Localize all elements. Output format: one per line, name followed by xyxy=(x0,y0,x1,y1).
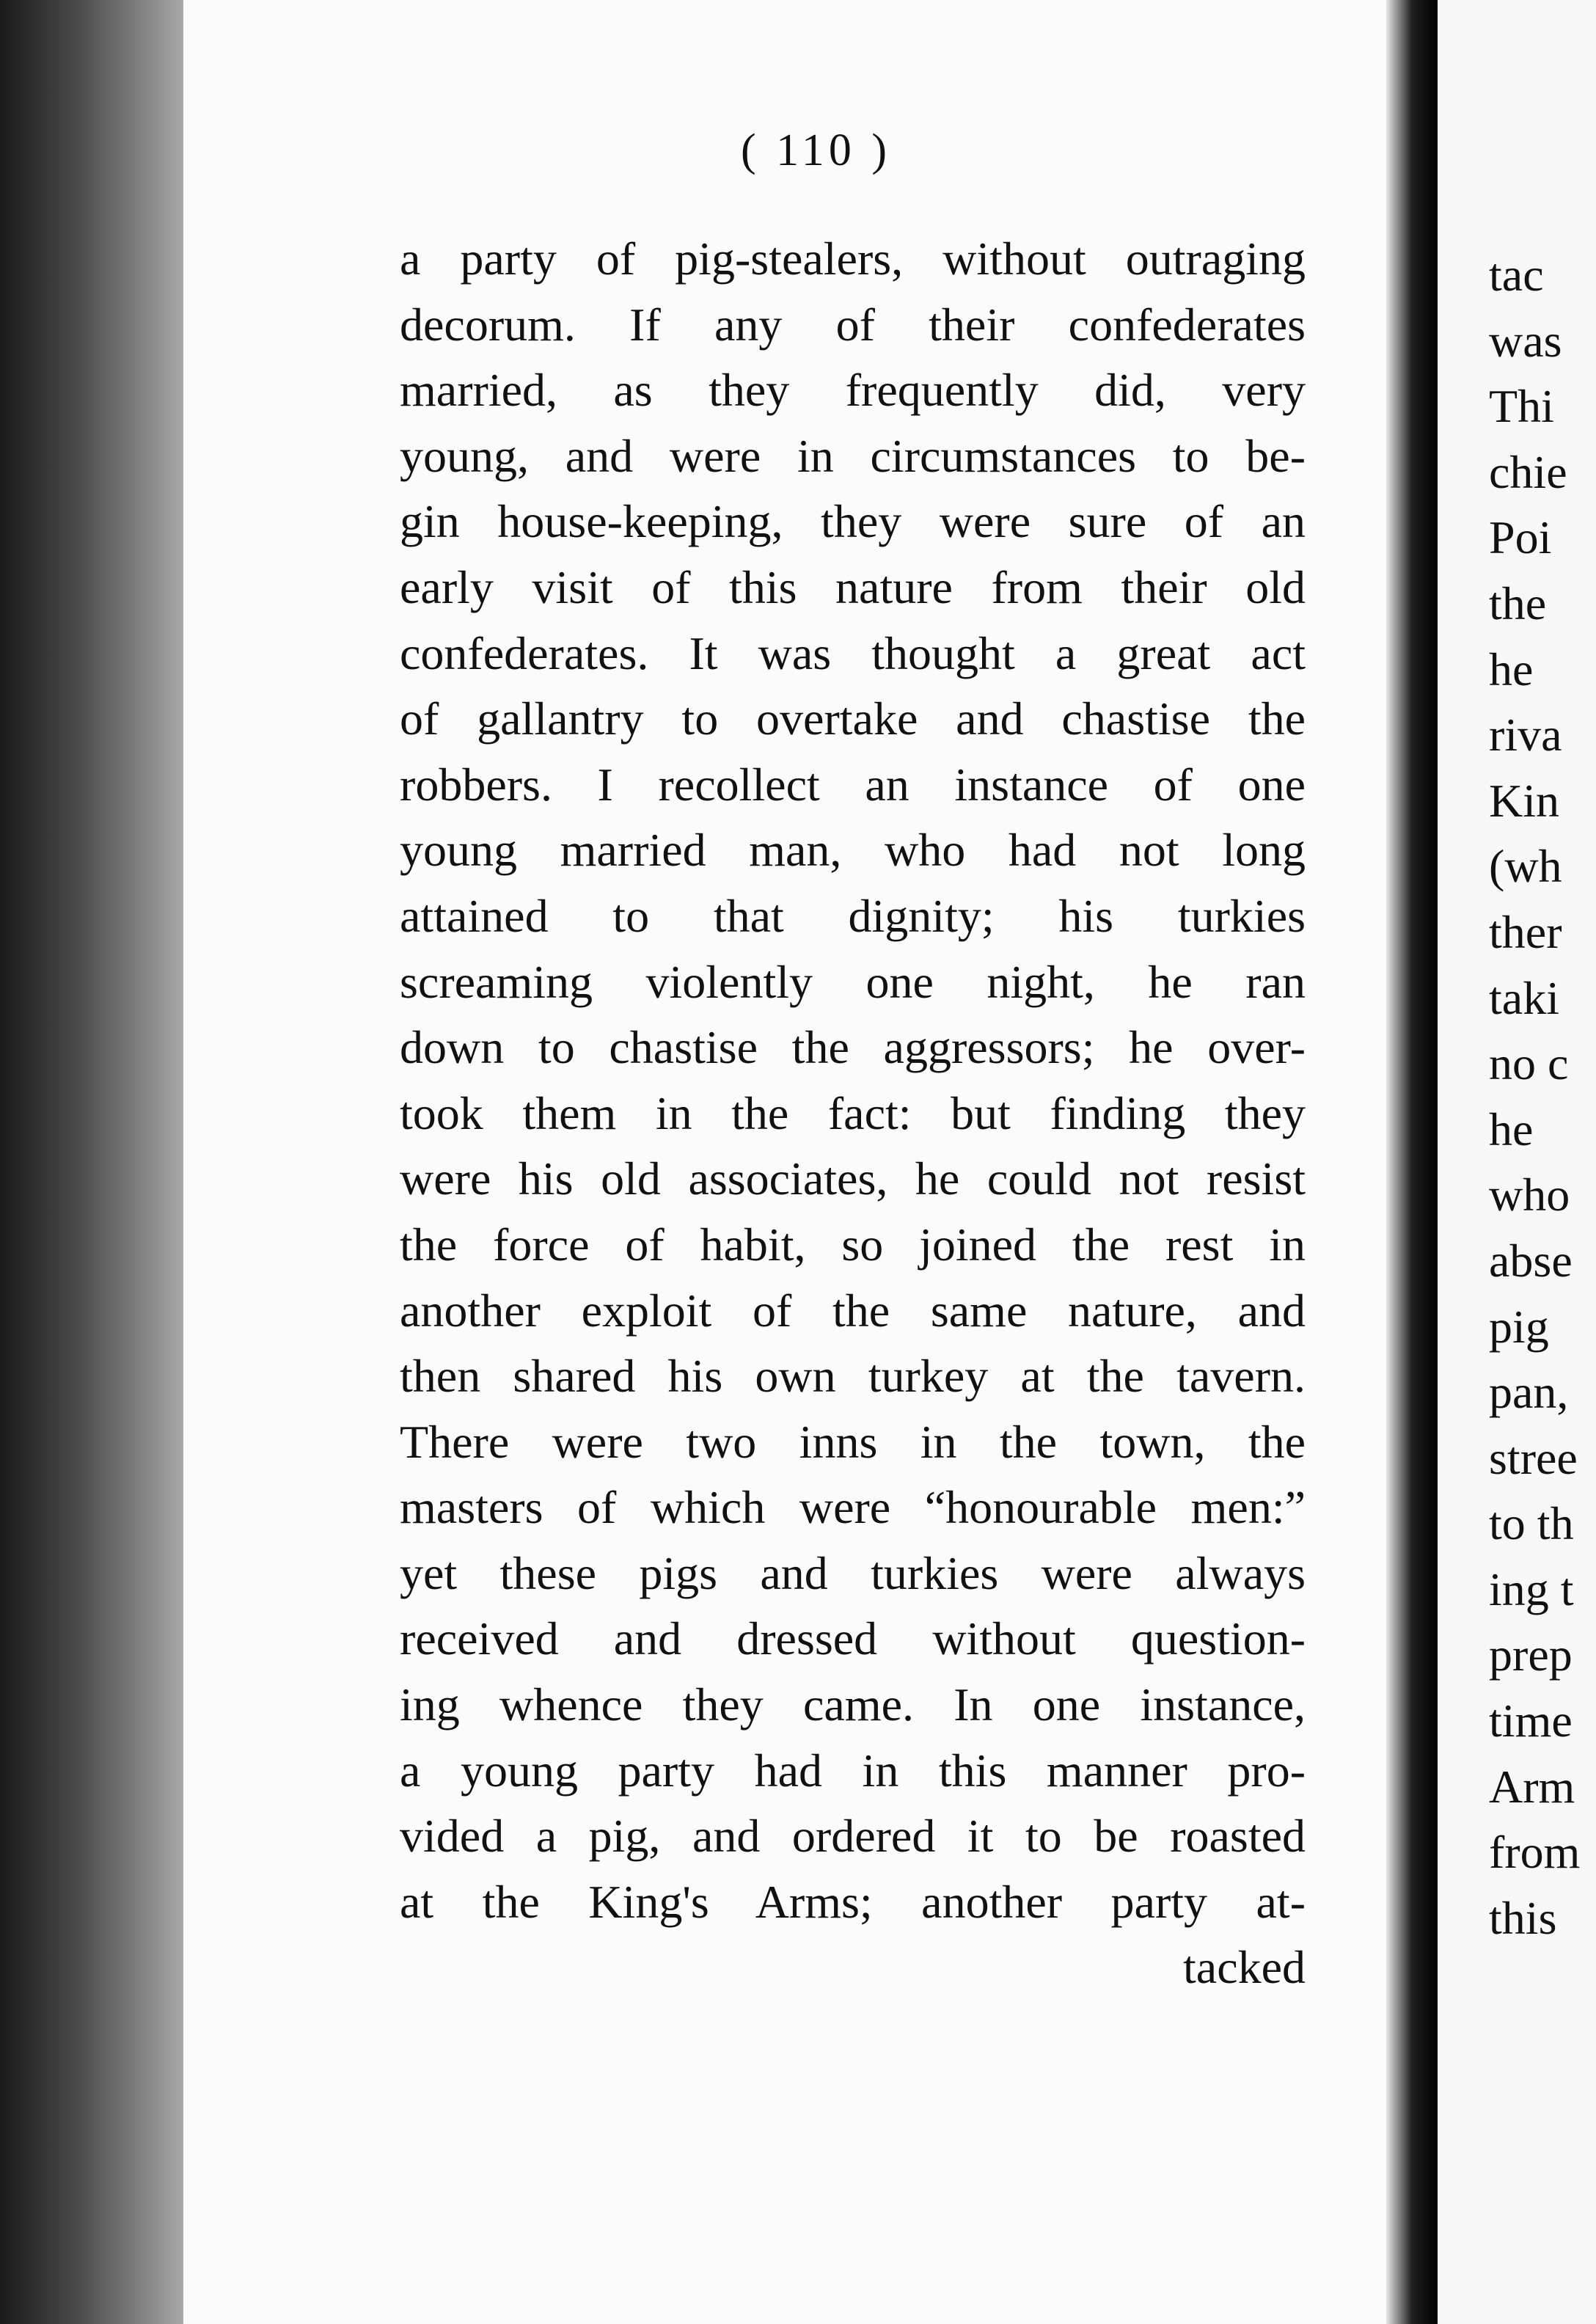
text-line: early visit of this nature from their old xyxy=(400,560,1306,613)
text-line: a party of pig-stealers, without outraging xyxy=(400,233,1306,285)
facing-line: riva xyxy=(1489,709,1562,761)
text-line: down to chastise the aggressors; he over- xyxy=(400,1021,1306,1074)
text-line: of gallantry to overtake and chastise the xyxy=(400,693,1306,745)
facing-line: pan, xyxy=(1489,1366,1569,1419)
text-line: masters of which were “honourable men:” xyxy=(400,1481,1306,1534)
text-line: robbers. I recollect an instance of one xyxy=(400,758,1306,811)
text-line: a young party had in this manner pro- xyxy=(400,1744,1306,1797)
facing-line: time xyxy=(1489,1695,1573,1747)
text-line: confederates. It was thought a great act xyxy=(400,626,1306,679)
facing-line: taki xyxy=(1489,971,1559,1024)
text-line: the force of habit, so joined the rest in xyxy=(400,1218,1306,1271)
catchword: tacked xyxy=(1183,1941,1306,1994)
facing-line: this xyxy=(1489,1891,1557,1944)
facing-line: pig xyxy=(1489,1300,1549,1353)
facing-line: tac xyxy=(1489,249,1544,301)
facing-line: the xyxy=(1489,577,1547,629)
text-line: young married man, who had not long xyxy=(400,824,1306,877)
facing-line: (wh xyxy=(1489,840,1562,893)
facing-line: chie xyxy=(1489,445,1567,498)
facing-line: ther xyxy=(1489,905,1562,958)
text-line: There were two inns in the town, the xyxy=(400,1415,1306,1468)
text-line: decorum. If any of their confederates xyxy=(400,298,1306,351)
body-text xyxy=(400,226,1306,2000)
text-line: took them in the fact: but finding they xyxy=(400,1086,1306,1139)
book-gutter xyxy=(1386,0,1438,2324)
facing-line: Kin xyxy=(1489,774,1559,827)
facing-line: who xyxy=(1489,1169,1570,1221)
facing-line: no c xyxy=(1489,1037,1569,1090)
facing-page-text xyxy=(1489,242,1580,1951)
text-line: then shared his own turkey at the tavern. xyxy=(400,1350,1306,1403)
facing-line: Thi xyxy=(1489,380,1554,433)
facing-line: he xyxy=(1489,1103,1534,1155)
text-line: attained to that dignity; his turkies xyxy=(400,889,1306,942)
text-line: vided a pig, and ordered it to be roasted xyxy=(400,1810,1306,1863)
facing-line: was xyxy=(1489,314,1562,367)
facing-line: ing t xyxy=(1489,1563,1574,1615)
text-line: at the King's Arms; another party at- xyxy=(400,1875,1306,1928)
text-line: were his old associates, he could not resist xyxy=(400,1152,1306,1205)
text-line: screaming violently one night, he ran xyxy=(400,955,1306,1008)
facing-line: Arm xyxy=(1489,1760,1575,1813)
facing-line: abse xyxy=(1489,1234,1573,1287)
text-line: married, as they frequently did, very xyxy=(400,364,1306,417)
facing-line: to th xyxy=(1489,1497,1574,1550)
facing-line: stree xyxy=(1489,1431,1578,1484)
text-line: ing whence they came. In one instance, xyxy=(400,1678,1306,1731)
text-line: yet these pigs and turkies were always xyxy=(400,1546,1306,1599)
text-line: gin house-keeping, they were sure of an xyxy=(400,495,1306,548)
facing-line: prep xyxy=(1489,1629,1573,1681)
facing-line: he xyxy=(1489,643,1534,695)
facing-line: Poi xyxy=(1489,511,1552,564)
text-line: another exploit of the same nature, and xyxy=(400,1284,1306,1337)
facing-line: from xyxy=(1489,1826,1581,1879)
page-number: ( 110 ) xyxy=(741,125,891,175)
text-line: young, and were in circumstances to be- xyxy=(400,429,1306,482)
text-line: received and dressed without question- xyxy=(400,1612,1306,1665)
